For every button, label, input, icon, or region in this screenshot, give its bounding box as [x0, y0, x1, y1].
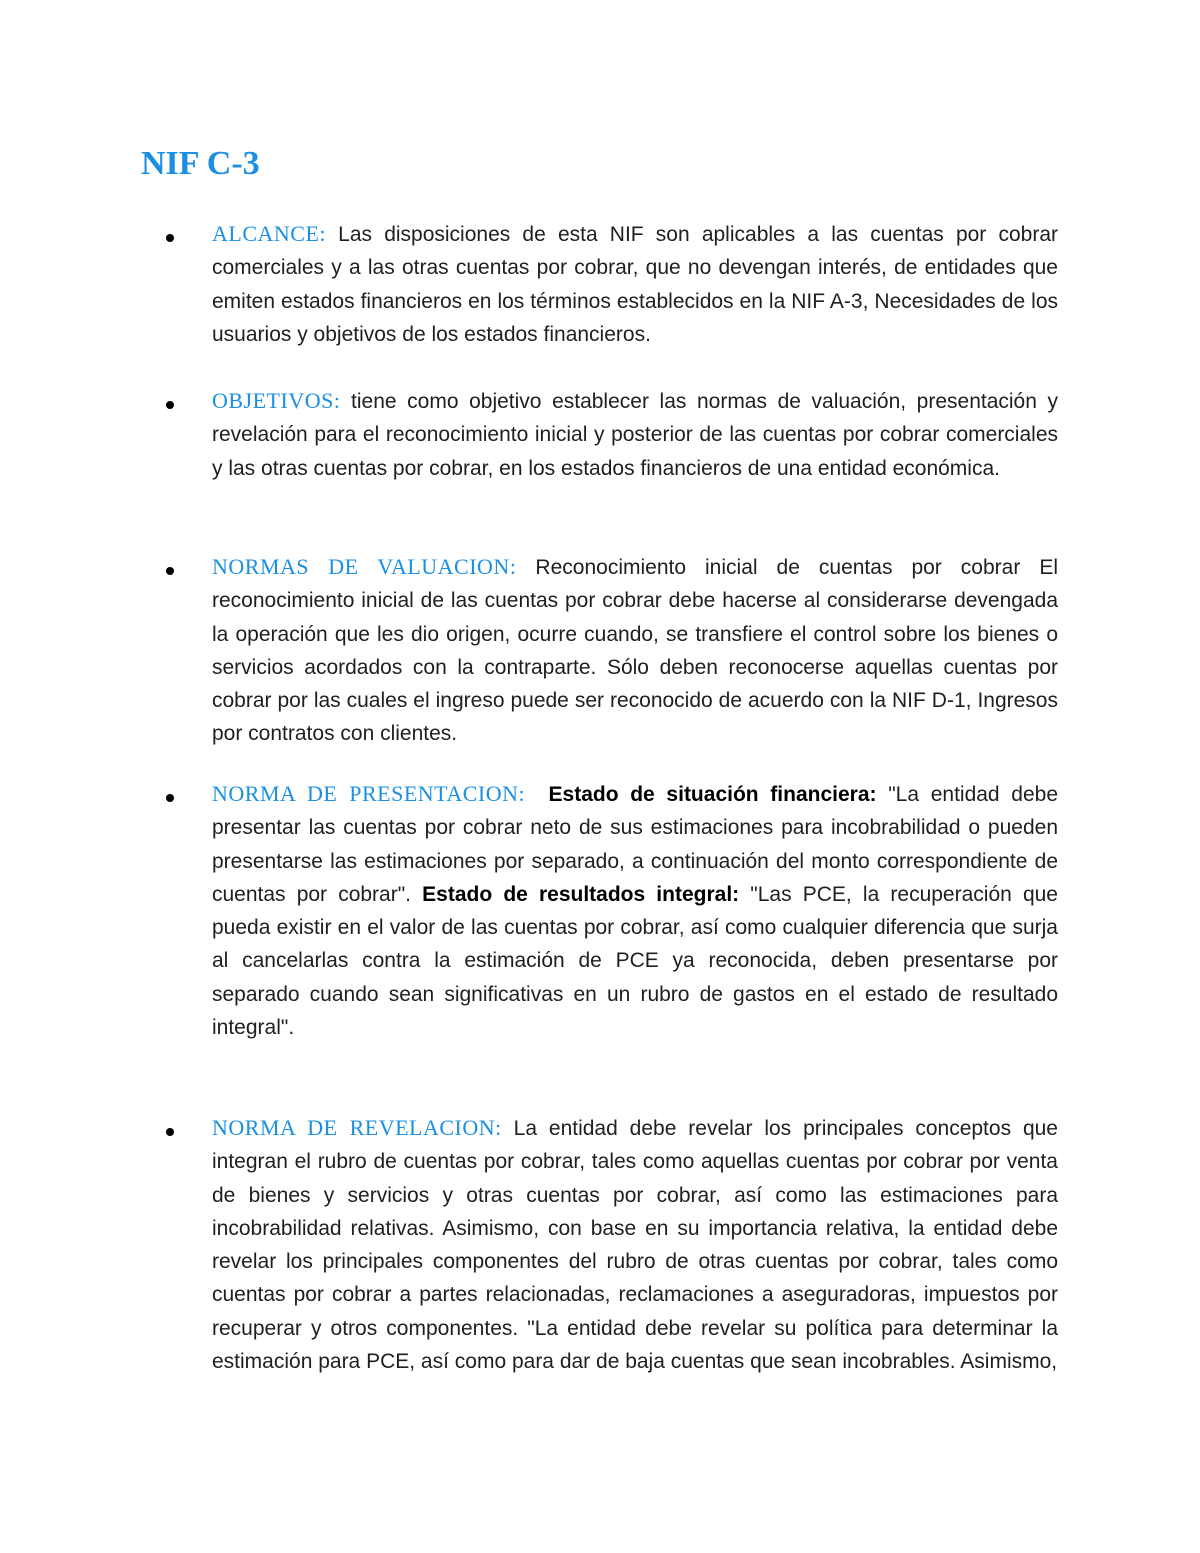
bullet-icon [166, 234, 174, 242]
section-heading: NORMA DE REVELACION: [212, 1115, 502, 1140]
section-text: Las disposiciones de esta NIF son aplicables a las cuentas por cobrar comerciales y a las otras cuentas por cobrar, que no devengan interés, de entidades que emiten estados financieros en los términos establecidos en la NIF A-3, Necesidades de los usuarios y objetivos de los estados financieros. [212, 223, 1058, 346]
section-text: Reconocimiento inicial de cuentas por cobrar El reconocimiento inicial de las cuentas por cobrar debe hacerse al considerarse devengada la operación que les dio origen, ocurre cuando, se transfiere el control sobre los bienes o servicios acordados con la contraparte. Sólo deben reconocerse aquellas cuentas por cobrar por las cuales el ingreso puede ser reconocido de acuerdo con la NIF D-1, Ingresos por contratos con clientes. [212, 556, 1058, 746]
section-heading: NORMA DE PRESENTACION: [212, 781, 526, 806]
section-text: "Las PCE, la recuperación que pueda existir en el valor de las cuentas por cobrar, así como cualquier diferencia que surja al cancelarlas contra la estimación de PCE ya reconocida, deben presentarse por separado cuando sean significativas en un rubro de gastos en el estado de resultado integral". [212, 882, 1058, 1040]
section-text: La entidad debe revelar los principales conceptos que integran el rubro de cuentas por cobrar, tales como aquellas cuentas por cobrar por venta de bienes y servicios y otras cuentas por cobrar, así como las estimaciones para incobrabilidad relativas. Asimismo, con base en su importancia relativa, la entidad debe revelar los principales componentes del rubro de otras cuentas por cobrar, tales como cuentas por cobrar a partes relacionadas, reclamaciones a aseguradoras, impuestos por recuperar y otros componentes. "La entidad debe revelar su política para determinar la estimación para PCE, así como para dar de baja cuentas que sean incobrables. Asimismo, [212, 1117, 1058, 1374]
section-paragraph [212, 777, 1058, 1044]
document-title: NIF C-3 [141, 145, 260, 182]
section-heading: ALCANCE: [212, 221, 326, 246]
section-text: "La entidad debe presentar las cuentas por cobrar neto de sus estimaciones para incobrabilidad o pueden presentarse las estimaciones por separado, a continuación del monto correspondiente de cuentas por cobrar". [212, 783, 1059, 906]
section-paragraph [212, 384, 1058, 485]
section-paragraph [212, 1111, 1058, 1378]
section-subheading: Estado de resultados integral: [422, 882, 740, 906]
section-paragraph [212, 550, 1058, 751]
section-subheading: Estado de situación financiera: [548, 783, 877, 806]
section-paragraph [212, 217, 1058, 351]
section-text: tiene como objetivo establecer las normas de valuación, presentación y revelación para el reconocimiento inicial y posterior de las cuentas por cobrar comerciales y las otras cuentas por cobrar, en los estados financieros de una entidad económica. [212, 390, 1058, 480]
bullet-icon [166, 567, 174, 575]
bullet-icon [166, 401, 174, 409]
bullet-icon [166, 1128, 174, 1136]
section-heading: NORMAS DE VALUACION: [212, 554, 517, 579]
bullet-icon [166, 794, 174, 802]
section-heading: OBJETIVOS: [212, 388, 341, 413]
